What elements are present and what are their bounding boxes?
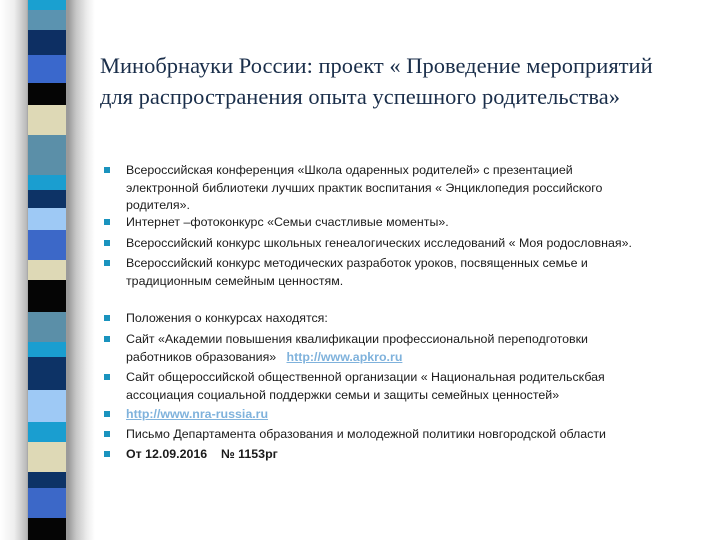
apkro-link[interactable]: http://www.apkro.ru: [286, 349, 403, 364]
square-bullet-icon: [104, 167, 110, 173]
title-line-1: Минобрнауки России: проект « Проведение мероприятий: [100, 53, 653, 78]
letter-date-number: От 12.09.2016 № 1153рг: [126, 447, 278, 461]
square-bullet-icon: [104, 336, 110, 342]
strip-segment: [28, 105, 66, 135]
item-text-line: традиционным семейным ценностям.: [126, 273, 344, 288]
strip-segment: [28, 280, 66, 312]
item-text-line: Всероссийский конкурс школьных генеалогических исследований « Моя родословная».: [126, 236, 632, 250]
item-text-line: электронной библиотеки лучших практик воспитания « Энциклопедия российского: [126, 180, 603, 195]
strip-segment: [28, 230, 66, 260]
square-bullet-icon: [104, 240, 110, 246]
strip-segment: [28, 175, 66, 190]
item-text-line: ассоциация социальной поддержки семьи и защиты семейных ценностей»: [126, 387, 560, 402]
title-line-2: для распространения опыта успешного родительства»: [100, 84, 620, 109]
strip-segment: [28, 208, 66, 230]
strip-segment: [28, 442, 66, 472]
strip-segment: [28, 10, 66, 30]
square-bullet-icon: [104, 315, 110, 321]
item-text-line: Интернет –фотоконкурс «Семьи счастливые моменты».: [126, 215, 449, 229]
strip-segment: [28, 0, 66, 10]
square-bullet-icon: [104, 374, 110, 380]
slide-title: [100, 50, 710, 112]
nra-russia-link[interactable]: http://www.nra-russia.ru: [126, 407, 269, 421]
square-bullet-icon: [104, 431, 110, 437]
item-text-line: Всероссийская конференция «Школа одаренных родителей» с презентацией: [126, 163, 573, 177]
square-bullet-icon: [104, 260, 110, 266]
strip-segment: [28, 190, 66, 208]
strip-segment: [28, 488, 66, 518]
strip-segment: [28, 422, 66, 442]
strip-segment: [28, 83, 66, 105]
strip-segment: [28, 260, 66, 280]
item-text-line: Положения о конкурсах находятся:: [126, 311, 328, 325]
item-text-line: работников образования»: [126, 349, 277, 364]
square-bullet-icon: [104, 219, 110, 225]
strip-segment: [28, 312, 66, 342]
strip-segment: [28, 390, 66, 422]
item-text-line: родителя».: [126, 198, 190, 212]
strip-segment: [28, 135, 66, 175]
strip-segment: [28, 30, 66, 55]
strip-segment: [28, 342, 66, 357]
item-text-line: Всероссийский конкурс методических разработок уроков, посвященных семье и: [126, 256, 588, 270]
item-text-line: Сайт «Академии повышения квалификации профессиональной переподготовки: [126, 332, 588, 346]
strip-segment: [28, 472, 66, 488]
square-bullet-icon: [104, 451, 110, 457]
strip-segment: [28, 55, 66, 83]
strip-segment: [28, 518, 66, 540]
decorative-striped-bar: [28, 0, 66, 540]
item-text-line: Письмо Департамента образования и молодежной политики новгородской области: [126, 427, 606, 441]
strip-segment: [28, 357, 66, 390]
square-bullet-icon: [104, 411, 110, 417]
item-text-line: Сайт общероссийской общественной организации « Национальная родительскбая: [126, 370, 605, 384]
